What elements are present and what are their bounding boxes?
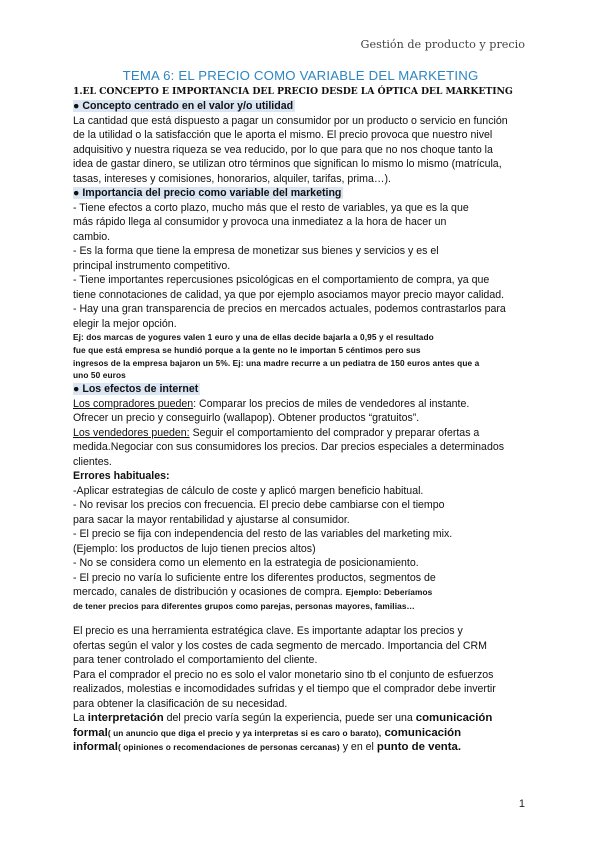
heading-importancia [73, 186, 528, 201]
example-line-4: uno 50 euros [73, 370, 126, 381]
p3-punto-venta: punto de venta. [376, 741, 462, 754]
cierre-p1-line-2: ofertas según el valor y los costes de cada segmento de mercado. Importancia del CRM [73, 639, 487, 652]
errores-line-8 [73, 585, 528, 600]
errores-line-2: - No revisar los precios con frecuencia. El precio debe cambiarse con el tiempo [73, 499, 445, 512]
heading-importancia-text: ● Importancia del precio como variable del marketing [73, 187, 342, 199]
importancia-line-5: principal instrumento competitivo. [73, 259, 231, 272]
concepto-line-1: La cantidad que está dispuesto a pagar un consumidor por un producto o servicio en función [73, 114, 508, 127]
running-header: Gestión de producto y precio [360, 38, 525, 51]
errores-line-5: (Ejemplo: los productos de lujo tienen precios altos) [73, 542, 316, 555]
compradores-line-2: Ofrecer un precio y conseguirlo (wallapop). Obtener productos “gratuitos”. [73, 412, 420, 425]
compradores-line-1 [73, 397, 528, 412]
importancia-line-4: - Es la forma que tiene la empresa de monetizar sus bienes y servicios y es el [73, 245, 439, 257]
errores-heading: Errores habituales: [73, 470, 170, 483]
vendedores-line-1 [73, 426, 528, 441]
page-content [73, 68, 528, 755]
errores-line-1: -Aplicar estrategias de cálculo de coste y aplicó margen beneficio habitual. [73, 484, 424, 497]
p3-interpretacion: interpretación [87, 712, 164, 725]
p3-informal: informal [73, 741, 118, 754]
cierre-p1-line-3: para tener controlado el comportamiento del cliente. [73, 654, 318, 667]
errores-line-4: - El precio se fija con independencia del resto de las variables del marketing mix. [73, 528, 453, 541]
vendedores-line-3: clientes. [73, 455, 112, 468]
importancia-line-8: - Hay una gran transparencia de precios en mercados actuales, podemos contrastarlos para [73, 303, 506, 315]
cierre-p3-line-2 [73, 726, 528, 741]
page-title: TEMA 6: EL PRECIO COMO VARIABLE DEL MARKETING [122, 68, 479, 83]
vendedores-line-2: medida.Negociar con sus consumidores los precios. Dar precios especiales a determinados [73, 441, 505, 454]
p3-formal: formal [73, 726, 108, 739]
p3-t1: La [73, 712, 88, 725]
importancia-line-3: cambio. [73, 230, 111, 243]
errores-example-start: Ejemplo: Deberíamos [345, 587, 433, 598]
example-line-2: fue que está empresa se hundió porque a la gente no le importan 5 céntimos pero sus [73, 344, 421, 355]
vendedores-label: Los vendedores pueden: [73, 426, 190, 439]
p3-formal-detail: ( un anuncio que diga el precio y ya interpretas si es caro o barato), [107, 727, 382, 738]
errores-line-6: - No se considera como un elemento en la estrategia de posicionamiento. [73, 557, 419, 570]
spacer [73, 612, 528, 624]
p3-comunicacion: comunicación [415, 712, 493, 725]
errores-line-3: para sacar la mayor rentabilidad y ajustarse al consumidor. [73, 513, 350, 526]
importancia-line-6: - Tiene importantes repercusiones psicológicas en el comportamiento de compra, ya que [73, 274, 490, 286]
errores-line-8-text: mercado, canales de distribución y ocasiones de compra. [73, 586, 346, 599]
cierre-p2-line-2: realizados, molestias e incomodidades sufridas y el tiempo que el comprador debe invertir [73, 683, 496, 696]
errores-line-7: - El precio no varía lo suficiente entre los diferentes productos, segmentos de [73, 571, 436, 584]
p3-t2: del precio varía según la experiencia, puede ser una [163, 712, 416, 725]
cierre-p2-line-1: Para el comprador el precio no es solo el valor monetario sino tb el conjunto de esfuerzos [73, 668, 494, 681]
p3-t3: y en el [339, 741, 377, 754]
importancia-line-1: - Tiene efectos a corto plazo, mucho más que el resto de variables, ya que es la que [73, 201, 469, 214]
importancia-line-2: más rápido llega al consumidor y provoca una inmediatez a la hora de hacer un [73, 216, 447, 228]
concepto-line-4: idea de gastar dinero, se utilizan otro términos que significan lo mismo lo mismo (matrícula, [73, 158, 502, 170]
p3-informal-detail: ( opiniones o recomendaciones de personas cercanas) [117, 742, 340, 753]
cierre-p3-line-1 [73, 711, 528, 726]
concepto-line-3: adquisitivo y nuestra riqueza se vea reducido, por lo que para que no nos choque tanto la [73, 143, 493, 156]
cierre-p3-line-3 [73, 740, 528, 755]
compradores-label: Los compradores pueden [73, 397, 194, 410]
heading-internet [73, 382, 528, 397]
example-line-1: Ej: dos marcas de yogures valen 1 euro y una de ellas decide bajarla a 0,95 y el resultado [73, 332, 434, 342]
heading-internet-text: ● Los efectos de internet [73, 383, 199, 396]
cierre-p2-line-3: para obtener la clasificación de su necesidad. [73, 697, 288, 710]
concepto-line-5: tasas, intereses y comisiones, honorarios, alquiler, tarifas, prima…). [73, 172, 391, 185]
example-line-3: ingresos de la empresa bajaron un 5%. Ej: una madre recurre a un pediatra de 150 euros antes que a [73, 357, 480, 368]
cierre-p1-line-1: El precio es una herramienta estratégica clave. Es importante adaptar los precios y [73, 625, 463, 638]
heading-concepto-text: ● Concepto centrado en el valor y/o utilidad [73, 100, 294, 112]
vendedores-text: Seguir el comportamiento del comprador y preparar ofertas a [189, 426, 480, 439]
errores-example-line: de tener precios para diferentes grupos como parejas, personas mayores, familias… [73, 600, 415, 611]
page-number: 1 [518, 798, 525, 810]
compradores-text: : Comparar los precios de miles de vendedores al instante. [193, 397, 470, 410]
section-subtitle: 1.EL CONCEPTO E IMPORTANCIA DEL PRECIO DESDE LA ÓPTICA DEL MARKETING [73, 86, 513, 97]
concepto-line-2: de la utilidad o la satisfacción que le aporta el mismo. El precio provoca que nuestro nivel [73, 129, 493, 141]
heading-concepto [73, 99, 528, 114]
importancia-line-9: elegir la mejor opción. [73, 317, 177, 330]
p3-comunicacion-2: comunicación [381, 726, 462, 739]
importancia-line-7: tiene connotaciones de calidad, ya que por ejemplo asociamos mayor precio mayor calidad. [73, 288, 505, 301]
